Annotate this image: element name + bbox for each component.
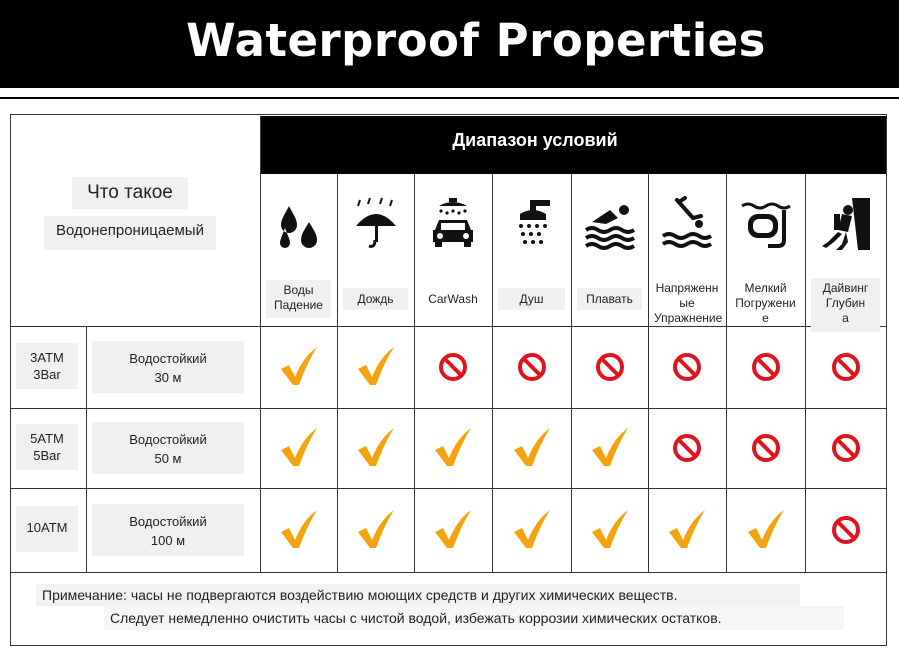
rating-label [16, 343, 78, 389]
prohibited-icon [671, 432, 703, 464]
note-line-1: Примечание: часы не подвергаются воздействию моющих средств и других химических веществ. [36, 584, 800, 606]
prohibited-icon [671, 351, 703, 383]
depth-label-line: 30 м [154, 370, 182, 385]
check-mark-icon [433, 426, 473, 470]
column-divider [337, 174, 338, 572]
rating-label-line: 10ATM [26, 520, 68, 535]
condition-label [498, 288, 565, 310]
depth-label-line: Водостойкий [129, 514, 207, 529]
water-drops-icon [271, 196, 327, 252]
check-mark-icon [279, 426, 319, 470]
check-mark-icon [433, 508, 473, 552]
rating-label-line: 3ATM [30, 350, 64, 365]
column-divider [492, 174, 493, 572]
range-header-label: Диапазон условий [452, 130, 618, 150]
condition-label [420, 288, 486, 310]
condition-label [577, 288, 642, 310]
condition-label-line: Падение [274, 298, 323, 312]
condition-label-line: Напряженн [655, 281, 719, 295]
diver-jump-icon [659, 196, 715, 252]
prohibited-icon [437, 351, 469, 383]
prohibited-icon [750, 351, 782, 383]
check-mark-icon [746, 508, 786, 552]
check-mark-icon [590, 508, 630, 552]
condition-label-line: Душ [519, 292, 544, 306]
check-mark-icon [512, 426, 552, 470]
depth-label [92, 504, 244, 556]
condition-label [732, 278, 799, 332]
condition-label-line: Дождь [357, 292, 394, 306]
condition-label-line: Глубин [825, 296, 866, 310]
prohibited-icon [830, 351, 862, 383]
row-divider [10, 572, 887, 573]
rating-label-line: 5Bar [33, 448, 61, 463]
divider [0, 97, 899, 99]
umbrella-rain-icon [348, 196, 404, 252]
column-divider [726, 174, 727, 572]
condition-label-line: Дайвинг [822, 281, 869, 295]
condition-label-line: CarWash [428, 292, 478, 306]
check-mark-icon [356, 508, 396, 552]
condition-label-line: Плавать [586, 292, 633, 306]
check-mark-icon [356, 426, 396, 470]
waterproof-label: Водонепроницаемый [44, 216, 216, 250]
scuba-diver-icon [818, 196, 874, 252]
column-divider [414, 174, 415, 572]
page-title: Waterproof Properties [186, 14, 766, 67]
condition-label-line: Мелкий [744, 281, 787, 295]
note-line-2: Следует немедленно очистить часы с чистой водой, избежать коррозии химических остатков. [104, 606, 844, 630]
column-divider [648, 174, 649, 572]
rating-label-line: 5ATM [30, 431, 64, 446]
condition-label [811, 278, 880, 332]
column-divider [571, 174, 572, 572]
depth-label-line: 100 м [150, 533, 186, 548]
condition-label-line: Воды [283, 283, 314, 297]
row-divider [10, 408, 887, 409]
depth-label-line: 50 м [154, 451, 182, 466]
condition-label [266, 280, 331, 318]
check-mark-icon [590, 426, 630, 470]
condition-label-line: ые [679, 296, 695, 310]
check-mark-icon [279, 345, 319, 389]
prohibited-icon [830, 514, 862, 546]
check-mark-icon [279, 508, 319, 552]
check-mark-icon [356, 345, 396, 389]
depth-label [92, 341, 244, 393]
prohibited-icon [516, 351, 548, 383]
snorkel-mask-icon [738, 196, 794, 252]
shower-icon [504, 196, 560, 252]
condition-label [654, 278, 723, 332]
prohibited-icon [594, 351, 626, 383]
check-mark-icon [512, 508, 552, 552]
condition-label-line: е [762, 311, 769, 325]
rating-label-line: 3Bar [33, 367, 61, 382]
condition-label-line: Упражнение [654, 311, 723, 325]
column-divider [86, 326, 87, 572]
depth-label-line: Водостойкий [129, 351, 207, 366]
condition-label [343, 288, 408, 310]
depth-label-line: Водостойкий [129, 432, 207, 447]
depth-label [92, 422, 244, 474]
condition-label-line: а [842, 311, 849, 325]
condition-label-line: Погружени [735, 296, 796, 310]
row-divider [10, 488, 887, 489]
car-wash-icon [425, 196, 481, 252]
prohibited-icon [830, 432, 862, 464]
swimmer-icon [582, 196, 638, 252]
check-mark-icon [667, 508, 707, 552]
rating-label [16, 424, 78, 470]
prohibited-icon [750, 432, 782, 464]
column-divider [260, 116, 261, 572]
what-is-label: Что такое [72, 177, 188, 209]
rating-label [16, 506, 78, 552]
column-divider [805, 174, 806, 572]
